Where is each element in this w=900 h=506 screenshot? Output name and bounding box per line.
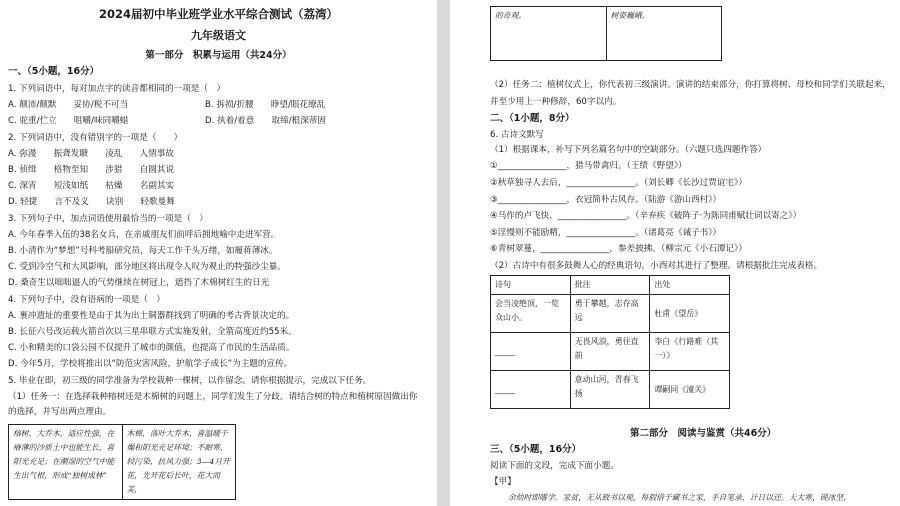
option-2d: D. 轻捷 言不及义 诀别 轻歌曼舞 xyxy=(8,197,175,207)
question-1: 1. 下列词语中，每对加点字的读音都相同的一项是（ ） xyxy=(8,84,226,94)
reading-instruction: 阅读下面的文段，完成下面小题。 xyxy=(490,461,619,471)
question-6: 6. 古诗文默写 xyxy=(490,130,544,140)
task-1: （1）任务一：在选择栽种榕树还是木棉树的问题上，同学们发生了分歧。请结合树的特点和植树原因做出你 xyxy=(8,392,418,402)
table-cell: 李白《行路难（其一）》 xyxy=(650,333,730,371)
option-2b: B. 侦缉 格物至知 涉猎 自圆其说 xyxy=(8,165,175,175)
option-3b: B. 小清作为“梦想”号科考船研究员，每天工作千头万绪，如履蒋薄冰。 xyxy=(8,246,278,256)
part-heading: 第一部分 积累与运用（共24分） xyxy=(145,50,292,61)
page-gap xyxy=(437,0,450,506)
option-3c: C. 受到冷空气和大风影响，部分地区将出现令人叹为观止的特强沙尘暴。 xyxy=(8,262,286,272)
option-4c: C. 小和精美的口袋公园不仅提升了城市的颜值，也提高了市民的生活品质。 xyxy=(8,343,295,353)
option-2a: A. 弥漫 振聋发聩 凌乱 人情事故 xyxy=(8,149,174,159)
option-4d: D. 今年5月，学校将推出以“防范灾害风险，护航学子成长”为主题的宣传。 xyxy=(8,359,293,369)
poem-line-6: ⑥青树翠蔓，________________，参差披拂。（柳宗元《小石潭记》） xyxy=(490,244,747,254)
option-4b: B. 长征六号改运载火箭首次以三星串联方式实施发射，全箭高度近约55米。 xyxy=(8,327,297,337)
option-3a: A. 今年春季入伍的38名女兵，在亲戚朋友们前呼后拥地喻中走进军营。 xyxy=(8,230,280,240)
option-2c: C. 深宵 短浅如纸 枯燥 名副其实 xyxy=(8,181,175,191)
option-1c: C. 驼重/伫立 咀嚼/味同嚼蜡 xyxy=(8,116,129,126)
option-1d: D. 执着/着意 取缔/根深蒂固 xyxy=(205,116,326,126)
table-header: 批注 xyxy=(570,276,650,295)
exam-page-left xyxy=(0,0,437,506)
option-3d: D. 桑奇生以咄咄逼人的气势继续在树冠上，遮挡了木棉树红生的日光 xyxy=(8,278,270,288)
tree-info-table xyxy=(8,424,236,500)
table-header: 诗句 xyxy=(491,276,571,295)
option-1b: B. 拆损/折腰 睁望/眼花缭乱 xyxy=(205,100,326,110)
passage-label: 【甲】 xyxy=(490,477,516,487)
question-5: 5. 毕业在即，初三级的同学准备为学校栽种一棵树，以作留念。请你根据提示，完成以下任务。 xyxy=(8,376,372,386)
passage-first-line: 余幼时即嗜学。家贫，无从致书以观，每假借于藏书之家，手自笔录，计日以还。天大寒，砚冰坚， xyxy=(508,493,852,502)
part-heading-2: 第二部分 阅读与鉴赏（共46分） xyxy=(630,428,777,439)
section-heading: 一、（5小题，16分） xyxy=(8,66,100,77)
poem-line-1: ①________________，猎马带禽归。（王绩《野望》） xyxy=(490,161,687,171)
table-cell: 无畏风浪，勇往直前 xyxy=(570,333,650,371)
exam-page-right xyxy=(450,0,900,506)
question-3: 3. 下列句子中，加点词语使用最恰当的一项是（ ） xyxy=(8,214,208,224)
table-cell: 勇于攀越，志存高远 xyxy=(570,295,650,333)
tree-info-table-cont xyxy=(490,6,722,61)
task-2-cont: 并至少用上一种修辞，60字以内。 xyxy=(490,97,622,107)
kapok-cell: 木棉，落叶大乔木，喜温暖干燥和阳光充足环境；不耐寒，较污染，抗风力强；3—4月开花，先开花后长叶，花大而美， xyxy=(122,425,236,500)
poem-line-4: ④马作的卢飞快，________________。（辛弃疾《破阵子·为陈同甫赋壮词以寄之》） xyxy=(490,211,802,221)
section-heading-2: 二、（1小题，8分） xyxy=(490,113,575,124)
task-1-cont: 的选择，并写出两点理由。 xyxy=(8,407,112,417)
question-6-1: （1）根据课本，补写下列名篇名句中的空缺部分。（六题只选四题作答） xyxy=(490,145,767,155)
task-2: （2）任务二：植树仪式上，你代表初三级演讲。演讲的结束部分，你打算将树、母校和同学们关联起来， xyxy=(490,80,891,90)
question-4: 4. 下列句子中，没有语病的一项是（ ） xyxy=(8,295,166,305)
table-cell: 意动山河，青春飞扬 xyxy=(570,371,650,409)
table-cell: _____ xyxy=(491,333,571,371)
banyan-cell: 榕树，大乔木，适应性强，在瘠薄的沙质土中也能生长，喜阳光充足；在潮湿的空气中能生出气根，形成“独树成林” xyxy=(9,425,123,500)
poem-line-5: ⑤淫慢则不能励精，________________。（诸葛亮《诫子书》） xyxy=(490,228,722,238)
exam-title: 2024届初中毕业班学业水平综合测试（荔湾） xyxy=(98,7,338,21)
section-heading-3: 三、（5小题，16分） xyxy=(490,444,582,455)
poem-table xyxy=(490,275,730,409)
poem-line-3: ③________________，衣冠简朴古风存。（陆游《游山西村》） xyxy=(490,195,722,205)
option-1a: A. 颠沛/颠默 妥协/税不可当 xyxy=(8,100,129,110)
table-cell: 谭嗣同《潼关》 xyxy=(650,371,730,409)
option-4a: A. 裹冲遗址的重要性是由于其为出土铜器群找到了明确的考古背景决定的。 xyxy=(8,311,295,321)
table-header: 出处 xyxy=(650,276,730,295)
table-cell: 会当凌绝顶，一览众山小。 xyxy=(491,295,571,333)
poem-line-2: ②秋草独寻人去后，________________。（刘长卿《长沙过贾谊宅》） xyxy=(490,178,747,188)
table-cell: 杜甫《望岳》 xyxy=(650,295,730,333)
question-6-2: （2）古诗中有很多鼓舞人心的经典语句，小西对其进行了整理。请根据批注完成表格。 xyxy=(490,261,823,271)
banyan-cell-cont: 的奇观。 xyxy=(491,7,607,61)
kapok-cell-cont: 树姿巍峨。 xyxy=(606,7,722,61)
question-2: 2. 下列词语中，没有错别字的一项是（ ） xyxy=(8,133,183,143)
table-cell: _____ xyxy=(491,371,571,409)
exam-subtitle: 九年级语文 xyxy=(191,29,246,42)
